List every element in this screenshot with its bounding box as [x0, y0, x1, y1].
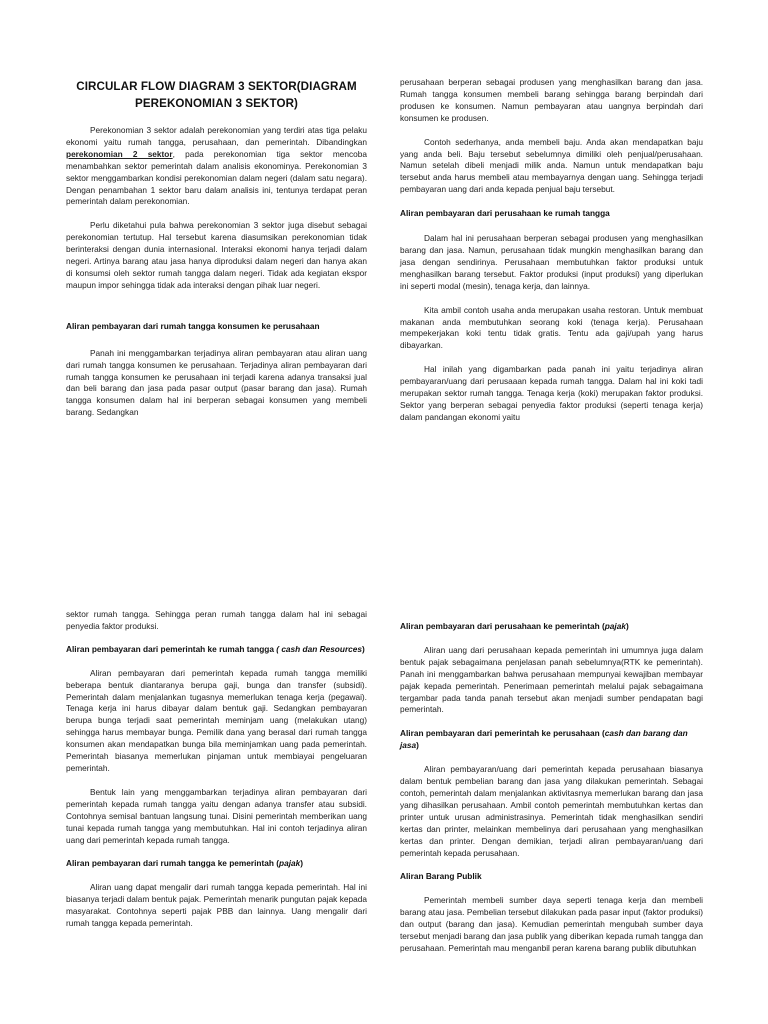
heading-italic: ( cash dan Resources — [276, 643, 363, 654]
heading-italic: pajak — [279, 858, 301, 869]
link-perekonomian-2-sektor[interactable]: perekonomian 2 sektor — [66, 148, 173, 159]
section-paragraph: Panah ini menggambarkan terjadinya aliran pembayaran atau aliran uang dari rumah tangga konsumen ke perusahaan. Terjadinya aliran pembayaran dari rumah tangga konsumen ke perusahaan ini terjadi karena adanya transaksi jual dan beli barang dan jasa pada pasar output (pasar barang dan jasa). Rumah tangga konsumen dalam hal ini berperan sebagai konsumen yang membeli barang. Sedangkan — [66, 347, 367, 418]
section-paragraph: Contoh sederhanya, anda membeli baju. Anda akan mendapatkan baju yang anda beli. Baju tersebut sebelumnya dimiliki oleh penjual/perusahaan. Namun setelah dibeli menjadi milik anda. Namun untuk mendapatkan baju tersebut anda harus membeli atau membayarnya dengan uang. Sehingga terjadi pembayaran uang dari anda kepada penjual baju tersebut. — [400, 136, 703, 195]
page2-left-column — [66, 609, 367, 930]
section-paragraph: Aliran uang dapat mengalir dari rumah tangga kepada pemerintah. Hal ini biasanya terjadi dalam bentuk pajak. Pemerintah menarik pungutan pajak kepada masyarakat. Contohnya seperti pajak PBB dan lainnya. Uang mengalir dari rumah tangga kepada pemerintah. — [66, 882, 367, 929]
section-heading-pemerintah-ke-perusahaan — [400, 728, 703, 752]
intro-paragraph-1 — [66, 125, 367, 208]
section-paragraph: perusahaan berperan sebagai produsen yang menghasilkan barang dan jasa. Rumah tangga konsumen membeli barang sehingga barang berpindah dari produsen ke konsumen. Namun pembayaran atau uangnya berpindah dari konsumen ke produsen. — [400, 77, 703, 123]
page1-right-column — [400, 77, 703, 424]
section-paragraph: sektor rumah tangga. Sehingga peran rumah tangga dalam hal ini sebagai penyedia faktor produksi. — [66, 609, 367, 631]
heading-text: ) — [416, 740, 419, 751]
heading-text: Aliran pembayaran dari rumah tangga ke pemerintah ( — [66, 858, 280, 869]
section-paragraph: Hal inilah yang digambarkan pada panah ini yaitu terjadinya aliran pembayaran/uang dari perusaaan kepada rumah tangga. Dalam hal ini koki tadi merupakan sektor rumah tangga. Tenaga kerja (koki) merupakan faktor produksi. Sektor yang berperan sebagai penyedia faktor produksi (seperti tenaga kerja) dalam pandangan ekonomi yaitu — [400, 364, 703, 422]
heading-text: ) — [362, 643, 365, 654]
page1-left-column — [66, 79, 367, 419]
title-line-2: PEREKONOMIAN 3 SEKTOR) — [134, 96, 299, 110]
section-heading-pemerintah-ke-rt — [66, 644, 367, 656]
intro-text-a: Perekonomian 3 sektor adalah perekonomian yang terdiri atas tiga pelaku ekonomi yaitu rumah tangga, perusahaan, dan pemerintah. Dibandingkan — [66, 125, 367, 147]
page-title — [66, 79, 367, 112]
intro-paragraph-2: Perlu diketahui pula bahwa perekonomian 3 sektor juga disebut sebagai perekonomian tertutup. Hal tersebut karena diasumsikan perekonomian tidak berinteraksi dengan dunia internasional. Interaksi ekonomi hanya terjadi dalam negeri. Artinya barang atau jasa hanya diproduksi dalam negeri dan hanya akan di konsumsi oleh sektor rumah tangga dalam negeri. Tidak ada kegiatan ekspor maupun impor sehingga tidak ada interaksi dengan pihak luar negeri. — [66, 220, 367, 290]
section-heading-perusahaan-ke-rt: Aliran pembayaran dari perusahaan ke rumah tangga — [400, 208, 610, 219]
section-paragraph: Kita ambil contoh usaha anda merupakan usaha restoran. Untuk membuat makanan anda membutuhkan seorang koki (tenaga kerja). Perusahaan mempekerjakan koki tentu tidak gratis. Tentu ada gaji/upah yang harus dibayarkan. — [400, 304, 703, 351]
heading-italic: cash dan barang dan jasa — [400, 728, 688, 751]
heading-text: ) — [625, 621, 629, 631]
section-heading-rt-ke-perusahaan: Aliran pembayaran dari rumah tangga konsumen ke perusahaan — [66, 320, 320, 331]
section-paragraph: Aliran pembayaran/uang dari pemerintah kepada perusahaan biasanya dalam bentuk pembelian barang dan jasa yang dilakukan pemerintah. Sebagai contoh, pemerintah dalam menjalankan aktivitasnya memerlukan barang dan jasa yang dihasilkan perusahaan. Ambil contoh pemerintah membutuhkan kertas dan printer untuk urusan administrasinya. Pemerintah tidak menghasilkan sendiri kertas dan printer, melainkan membelinya dari perusahaan yang menghasilkan kertas dan printer. Dengan demikian, terjadi aliran pembayaran/uang dari pemerintah kepada perusahaan. — [400, 764, 703, 858]
heading-text: Aliran pembayaran dari perusahaan ke pemerintah ( — [400, 621, 605, 631]
section-paragraph: Bentuk lain yang menggambarkan terjadinya aliran pembayaran dari pemerintah kepada rumah tangga yaitu dengan adanya transfer atau subsidi. Contohnya semisal bantuan langsung tunai. Disini pemerintah memberikan uang tunai kepada rumah tangga yang membutuhkan. Hal ini contoh terjadinya aliran uang dari pemerintah kepada rumah tangga. — [66, 786, 367, 845]
intro-text-b: , pada perekonomian tiga sektor mencoba menambahkan sektor pemerintah dalam analisis ekonominya. Perekonomian 3 sektor menggambarkan kondisi perekonomian dalam negeri (dalam satu negara). Dengan penambahan 1 sektor baru dalam analisis ini, tentunya terdapat peran pemerintah dalam perekonomian. — [66, 148, 367, 207]
section-heading-perusahaan-ke-pemerintah — [400, 621, 703, 633]
heading-text: ) — [300, 858, 303, 869]
section-heading-rt-ke-pemerintah — [66, 858, 367, 870]
section-paragraph: Aliran pembayaran dari pemerintah kepada rumah tangga memiliki beberapa bentuk diantaranya berupa gaji, bunga dan transfer (subsidi). Pemerintah dalam menjalankan tugasnya memerlukan tenaga kerja (pegawai). Tenaga kerja ini harus dibayar dalam bentuk gaji. Sedangkan pembayaran berupa bunga terjadi saat pemerintah meminjam uang (melakukan utang) sehingga harus membayar bunga. Pemilik dana yang berasal dari rumah tangga konsumen akan mendapatkan bunga bila meminjamkan uang pada pemerintah. Pemerintah biasanya memerlukan pinjaman untuk membiayai pengeluaran pemerintah. — [66, 667, 367, 773]
section-paragraph: Aliran uang dari perusahaan kepada pemerintah ini umumnya juga dalam bentuk pajak sebagaimana penjelasan panah sebelumnya(RTK ke pemerintah). Panah ini menggambarkan bahwa perusahaan mempunyai kewajiban membayar pajak kepada pemerintah. Penerimaan pemerintah melalui pajak sebagaimana tergambar pada tanda panah tersebut akan menjadi sumber pendapatan bagi pemerintah. — [400, 644, 703, 715]
section-heading-barang-publik: Aliran Barang Publik — [400, 871, 482, 882]
section-paragraph: Pemerintah membeli sumber daya seperti tenaga kerja dan membeli barang atau jasa. Pembelian tersebut dilakukan pada pasar input (faktor produksi) dan output (barang dan jasa). Kemudian pemerintah mengubah sumber daya tersebut menjadi barang dan jasa publik yang diberikan kepada rumah tangga dan perusahaan. Pemerintah mau menganbil peran karena barang publik dibutuhkan — [400, 895, 703, 953]
title-line-1: CIRCULAR FLOW DIAGRAM 3 SEKTOR(DIAGRAM — [76, 80, 357, 93]
heading-text: Aliran pembayaran dari pemerintah ke rumah tangga — [66, 643, 277, 654]
heading-italic: pajak — [604, 621, 626, 631]
section-paragraph: Dalam hal ini perusahaan berperan sebagai produsen yang menghasilkan barang dan jasa. Namun, perusahaan tidak mungkin menghasilkan barang dan jasa dengan sendirinya. Perusahaan membutuhkan faktor produksi untuk menghasilkan barang tersebut. Faktor produksi (input produksi) yang diperlukan ini seperti modal (mesin), tenaga kerja, dan lainnya. — [400, 233, 703, 291]
page2-right-column — [400, 621, 703, 955]
heading-text: Aliran pembayaran dari pemerintah ke perusahaan ( — [400, 728, 605, 739]
